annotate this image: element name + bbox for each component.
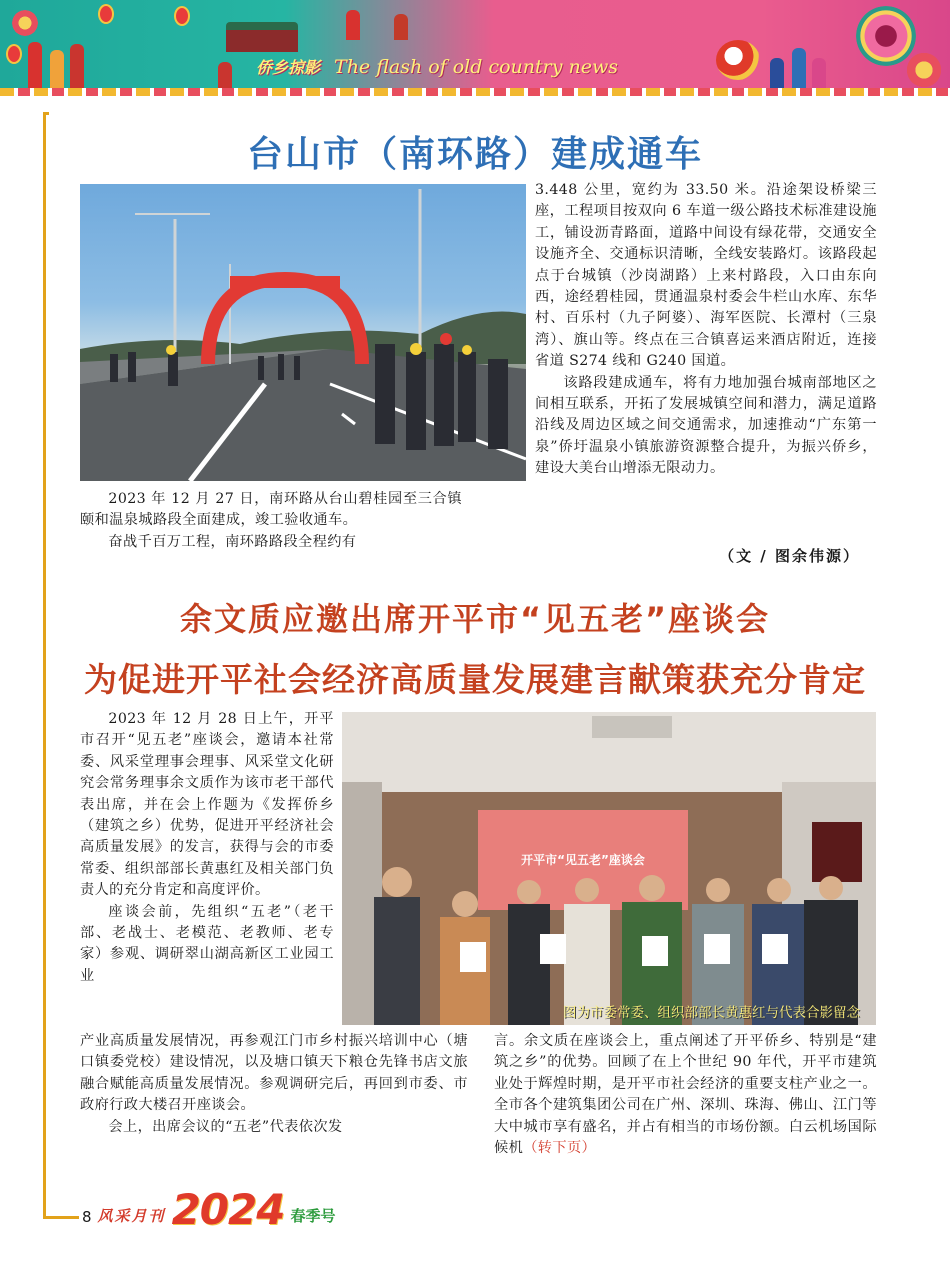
article2-lower-left-column [80, 1031, 468, 1138]
lantern-icon [174, 6, 190, 26]
article1-paragraph: 该路段建成通车，将有力地加强台城南部地区之间相互联系，开拓了发展城镇空间和潜力，满足道路沿线及周边区域之间交通需求，加速推动“广东第一泉”侨圩温泉小镇旅游资源整合提升，为振兴侨乡，建设大美台山增添无限动力。 [535, 374, 877, 477]
road-ribbon-arch-photo-icon [80, 184, 526, 481]
photo-caption: 图为市委常委、组织部部长黄惠红与代表合影留念 [563, 1005, 860, 1021]
figure-icon [50, 50, 64, 88]
issue-season: 春季号 [290, 1207, 336, 1225]
article1-paragraph: 2023 年 12 月 27 日，南环路从台山碧桂园至三合镇颐和温泉城路段全面建成，竣工验收通车。 [80, 491, 462, 529]
article2-paragraph [494, 1031, 877, 1159]
figure-icon [346, 10, 360, 40]
continued-note: （转下页） [523, 1140, 597, 1157]
article2-paragraph: 座谈会前，先组织“五老”（老干部、老战士、老模范、老教师、老专家）参观、调研翠山湖高新区工业园工业 [80, 903, 334, 984]
screen-banner-text: 开平市“见五老”座谈会 [521, 853, 645, 867]
gold-rule-foot [43, 1216, 79, 1219]
page-number: 8 [82, 1208, 92, 1226]
article1-left-column [80, 489, 462, 553]
flower-decoration-icon [10, 8, 40, 38]
article2-left-column [80, 709, 334, 987]
lion-dance-icon [716, 40, 760, 80]
article2-paragraph: 2023 年 12 月 28 日上午，开平市召开“见五老”座谈会，邀请本社常委、风采堂理事会理事、风采堂文化研究会常务理事余文质作为该市老干部代表出席，并在会上作题为《发挥侨乡（建筑之乡）优势，促进开平经济社会高质量发展》的发言，获得与会的市委常委、组织部部长黄惠红及相关部门负责人的充分肯定和高度评价。 [80, 711, 334, 899]
lantern-icon [6, 44, 22, 64]
banner-title-en: The flash of old country news [334, 56, 619, 78]
figure-icon [218, 62, 232, 88]
banner-pattern-band [0, 88, 950, 96]
article1-paragraph: 奋战千百万工程，南环路路段全程约有 [108, 533, 357, 550]
article2-paragraph: 会上，出席会议的“五老”代表依次发 [108, 1118, 343, 1135]
header-banner [0, 0, 950, 96]
article2-right-text: 言。余文质在座谈会上，重点阐述了开平侨乡、特别是“建筑之乡”的优势。回顾了在上个世纪 90 年代，开平市建筑业处于辉煌时期，是开平市社会经济的重要支柱产业之一。全市各个建筑集团公司在广州、深圳、珠海、佛山、江门等大中城市享有盛名，并占有相当的市场份额。白云机场国际候机 [494, 1033, 877, 1157]
article2-lower-right-column [494, 1031, 877, 1159]
magazine-name: 风采月刊 [97, 1207, 166, 1225]
article2-title-line1: 余文质应邀出席开平市“见五老”座谈会 [179, 600, 771, 638]
article1-right-column [535, 180, 877, 480]
figure-icon [770, 58, 784, 88]
flower-decoration-icon [904, 50, 944, 90]
gold-rule-top [43, 112, 49, 115]
article1-paragraph: 3.448 公里，宽约为 33.50 米。沿途架设桥梁三座，工程项目按双向 6 车道一级公路技术标准建设施工，铺设沥青路面，道路中间设有绿花带，交通安全设施齐全、交通标识清晰，全线安装路灯。该路段起点于台城镇（沙岗湖路）上来村路段，入口由东向西，途经碧桂园，贯通温泉村委会牛栏山水库、东华村、百乐村（九子阿婆）、海军医院、长潭村（三泉湾）、旗山等。终点在三合镇喜运来酒店附近，连接省道 S274 线和 G240 国道。 [535, 182, 877, 370]
banner-title-zh: 侨乡掠影 [256, 58, 321, 77]
article2-paragraph: 产业高质量发展情况，再参观江门市乡村振兴培训中心（塘口镇委党校）建设情况，以及塘口镇天下粮仓先锋书店文旅融合赋能高质量发展情况。参观调研完后，再回到市委、市政府行政大楼召开座谈会。 [80, 1033, 468, 1114]
article2-title-line2: 为促进开平社会经济高质量发展建言献策获充分肯定 [84, 660, 866, 699]
figure-icon [812, 58, 826, 88]
figure-icon [394, 14, 408, 40]
figure-icon [70, 44, 84, 88]
pavilion-icon [226, 22, 298, 52]
lantern-icon [98, 4, 114, 24]
banner-title [256, 55, 618, 81]
group-photo-icon [342, 712, 876, 1025]
article1-title: 台山市（南环路）建成通车 [246, 134, 703, 175]
figure-icon [792, 48, 806, 88]
article1-byline: （文 / 图余伟源） [719, 547, 860, 565]
road-opening-photo [80, 184, 526, 481]
page-footer [82, 1185, 336, 1234]
figure-icon [28, 42, 42, 88]
meeting-group-photo [342, 712, 876, 1025]
issue-year: 2024 [171, 1185, 285, 1234]
